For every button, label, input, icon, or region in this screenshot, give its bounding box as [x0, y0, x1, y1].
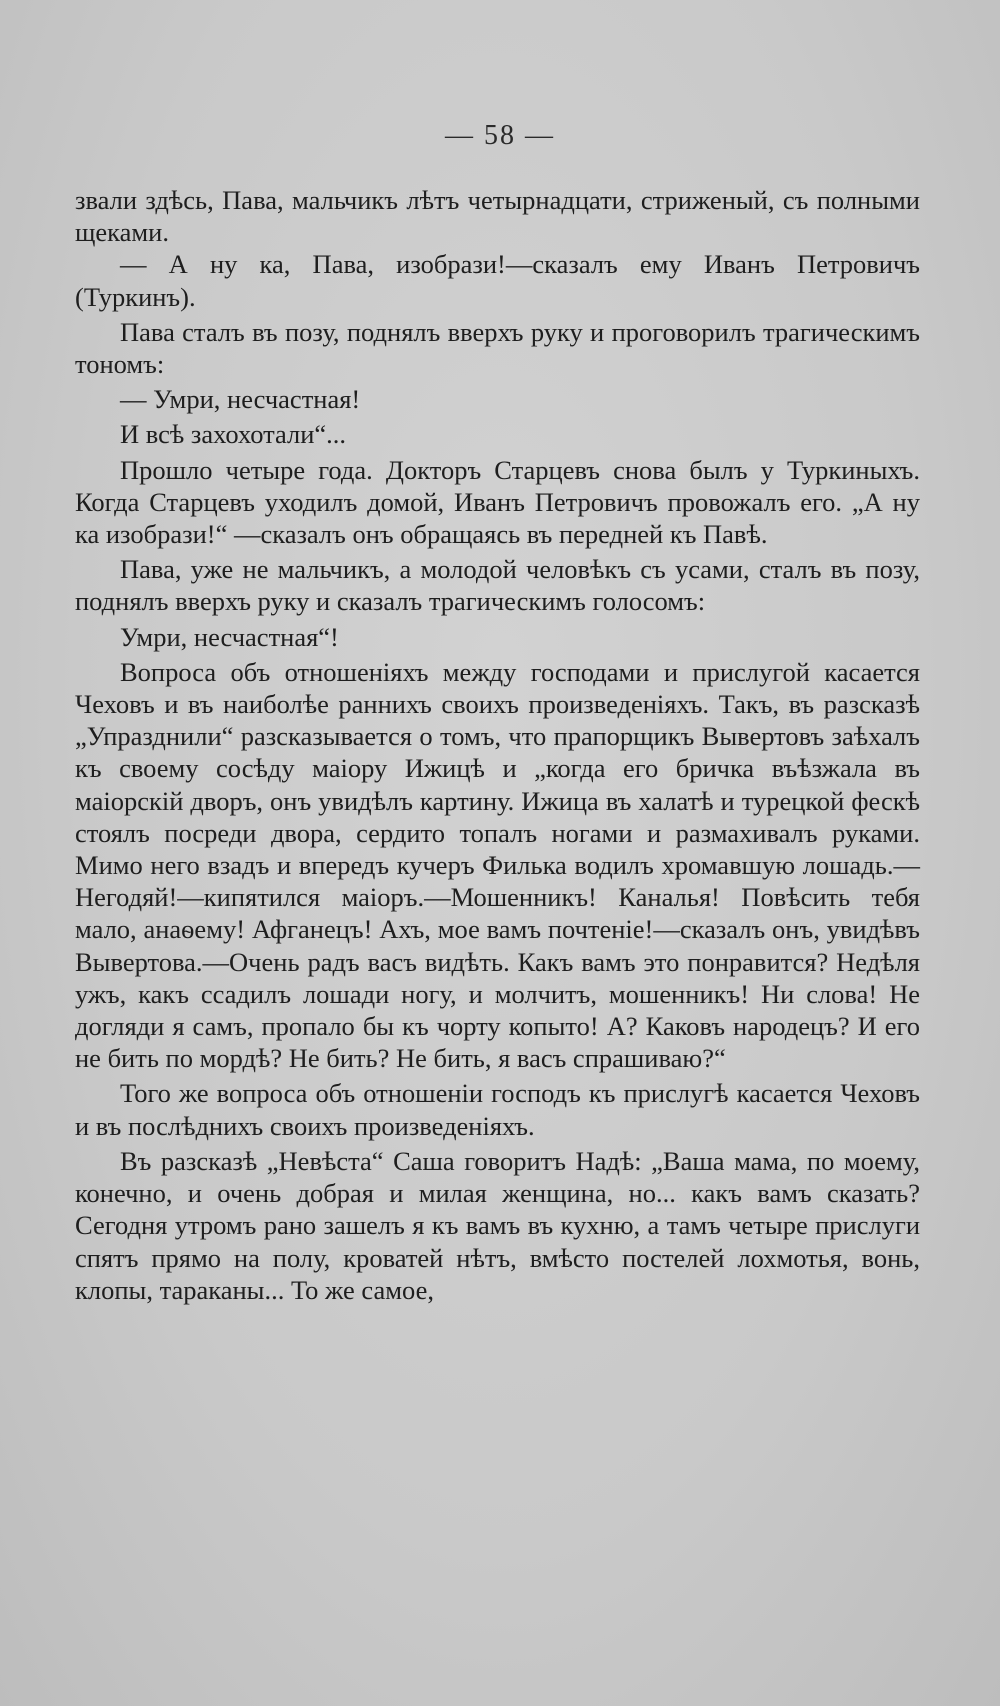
page-number: — 58 —: [445, 120, 555, 151]
paragraph-6: Прошло четыре года. Докторъ Старцевъ снова былъ у Туркиныхъ. Когда Старцевъ уходилъ домой, Иванъ Петровичъ провожалъ его. „А ну ка изобрази!“ —сказалъ онъ обращаясь въ передней къ Павѣ.: [75, 454, 920, 550]
paragraph-9: Вопроса объ отношенiяхъ между господами и прислугой касается Чеховъ и въ наиболѣе раннихъ своихъ произведенiяхъ. Такъ, въ разсказѣ „Упразднили“ разсказывается о томъ, что прапорщикъ Вывертовъ заѣхалъ къ своему сосѣду маiору Ижицѣ и „когда его бричка въѣзжала въ маiорскiй дворъ, онъ увидѣлъ картину. Ижица въ халатѣ и турецкой фескѣ стоялъ посреди двора, сердито топалъ ногами и размахивалъ руками. Мимо него взадъ и впередъ кучеръ Филька водилъ хромавшую лошадь.—Негодяй!—кипятился маiоръ.—Мошенникъ! Каналья! Повѣсить тебя мало, анаѳему! Афганецъ! Ахъ, мое вамъ почтенiе!—сказалъ онъ, увидѣвъ Вывертова.—Очень радъ васъ видѣть. Какъ вамъ это понравится? Недѣля ужъ, какъ ссадилъ лошади ногу, и молчитъ, мошенникъ! Ни слова! Не догляди я самъ, пропало бы къ чорту копыто! А? Каковъ народецъ? И его не бить по мордѣ? Не бить? Не бить, я васъ спрашиваю?“: [75, 656, 920, 1074]
paragraph-4: — Умри, несчастная!: [120, 384, 361, 415]
paragraph-5: И всѣ захохотали“...: [120, 419, 347, 450]
paragraph-2: — А ну ка, Пава, изобрази!—сказалъ ему Иванъ Петровичъ (Туркинъ).: [75, 249, 920, 312]
paragraph-10: Того же вопроса объ отношенiи господъ къ прислугѣ касается Чеховъ и въ послѣднихъ своихъ произведенiяхъ.: [75, 1078, 920, 1141]
paragraph-11: Въ разсказѣ „Невѣста“ Саша говоритъ Надѣ: „Ваша мама, по моему, конечно, и очень добрая и милая женщина, но... какъ вамъ сказать? Сегодня утромъ рано зашелъ я къ вамъ въ кухню, а тамъ четыре прислуги спятъ прямо на полу, кроватей нѣтъ, вмѣсто постелей лохмотья, вонь, клопы, тараканы... То же самое,: [75, 1145, 920, 1305]
page-text: [75, 184, 920, 1306]
paragraph-1: звали здѣсь, Пава, мальчикъ лѣтъ четырнадцати, стриженый, съ полными щеками.: [75, 185, 920, 248]
paragraph-8: Умри, несчастная“!: [120, 621, 339, 652]
paragraph-7: Пава, уже не мальчикъ, а молодой человѣкъ съ усами, сталъ въ позу, поднялъ вверхъ руку и сказалъ трагическимъ голосомъ:: [75, 554, 920, 617]
paragraph-3: Пава сталъ въ позу, поднялъ вверхъ руку и проговорилъ трагическимъ тономъ:: [75, 316, 920, 380]
